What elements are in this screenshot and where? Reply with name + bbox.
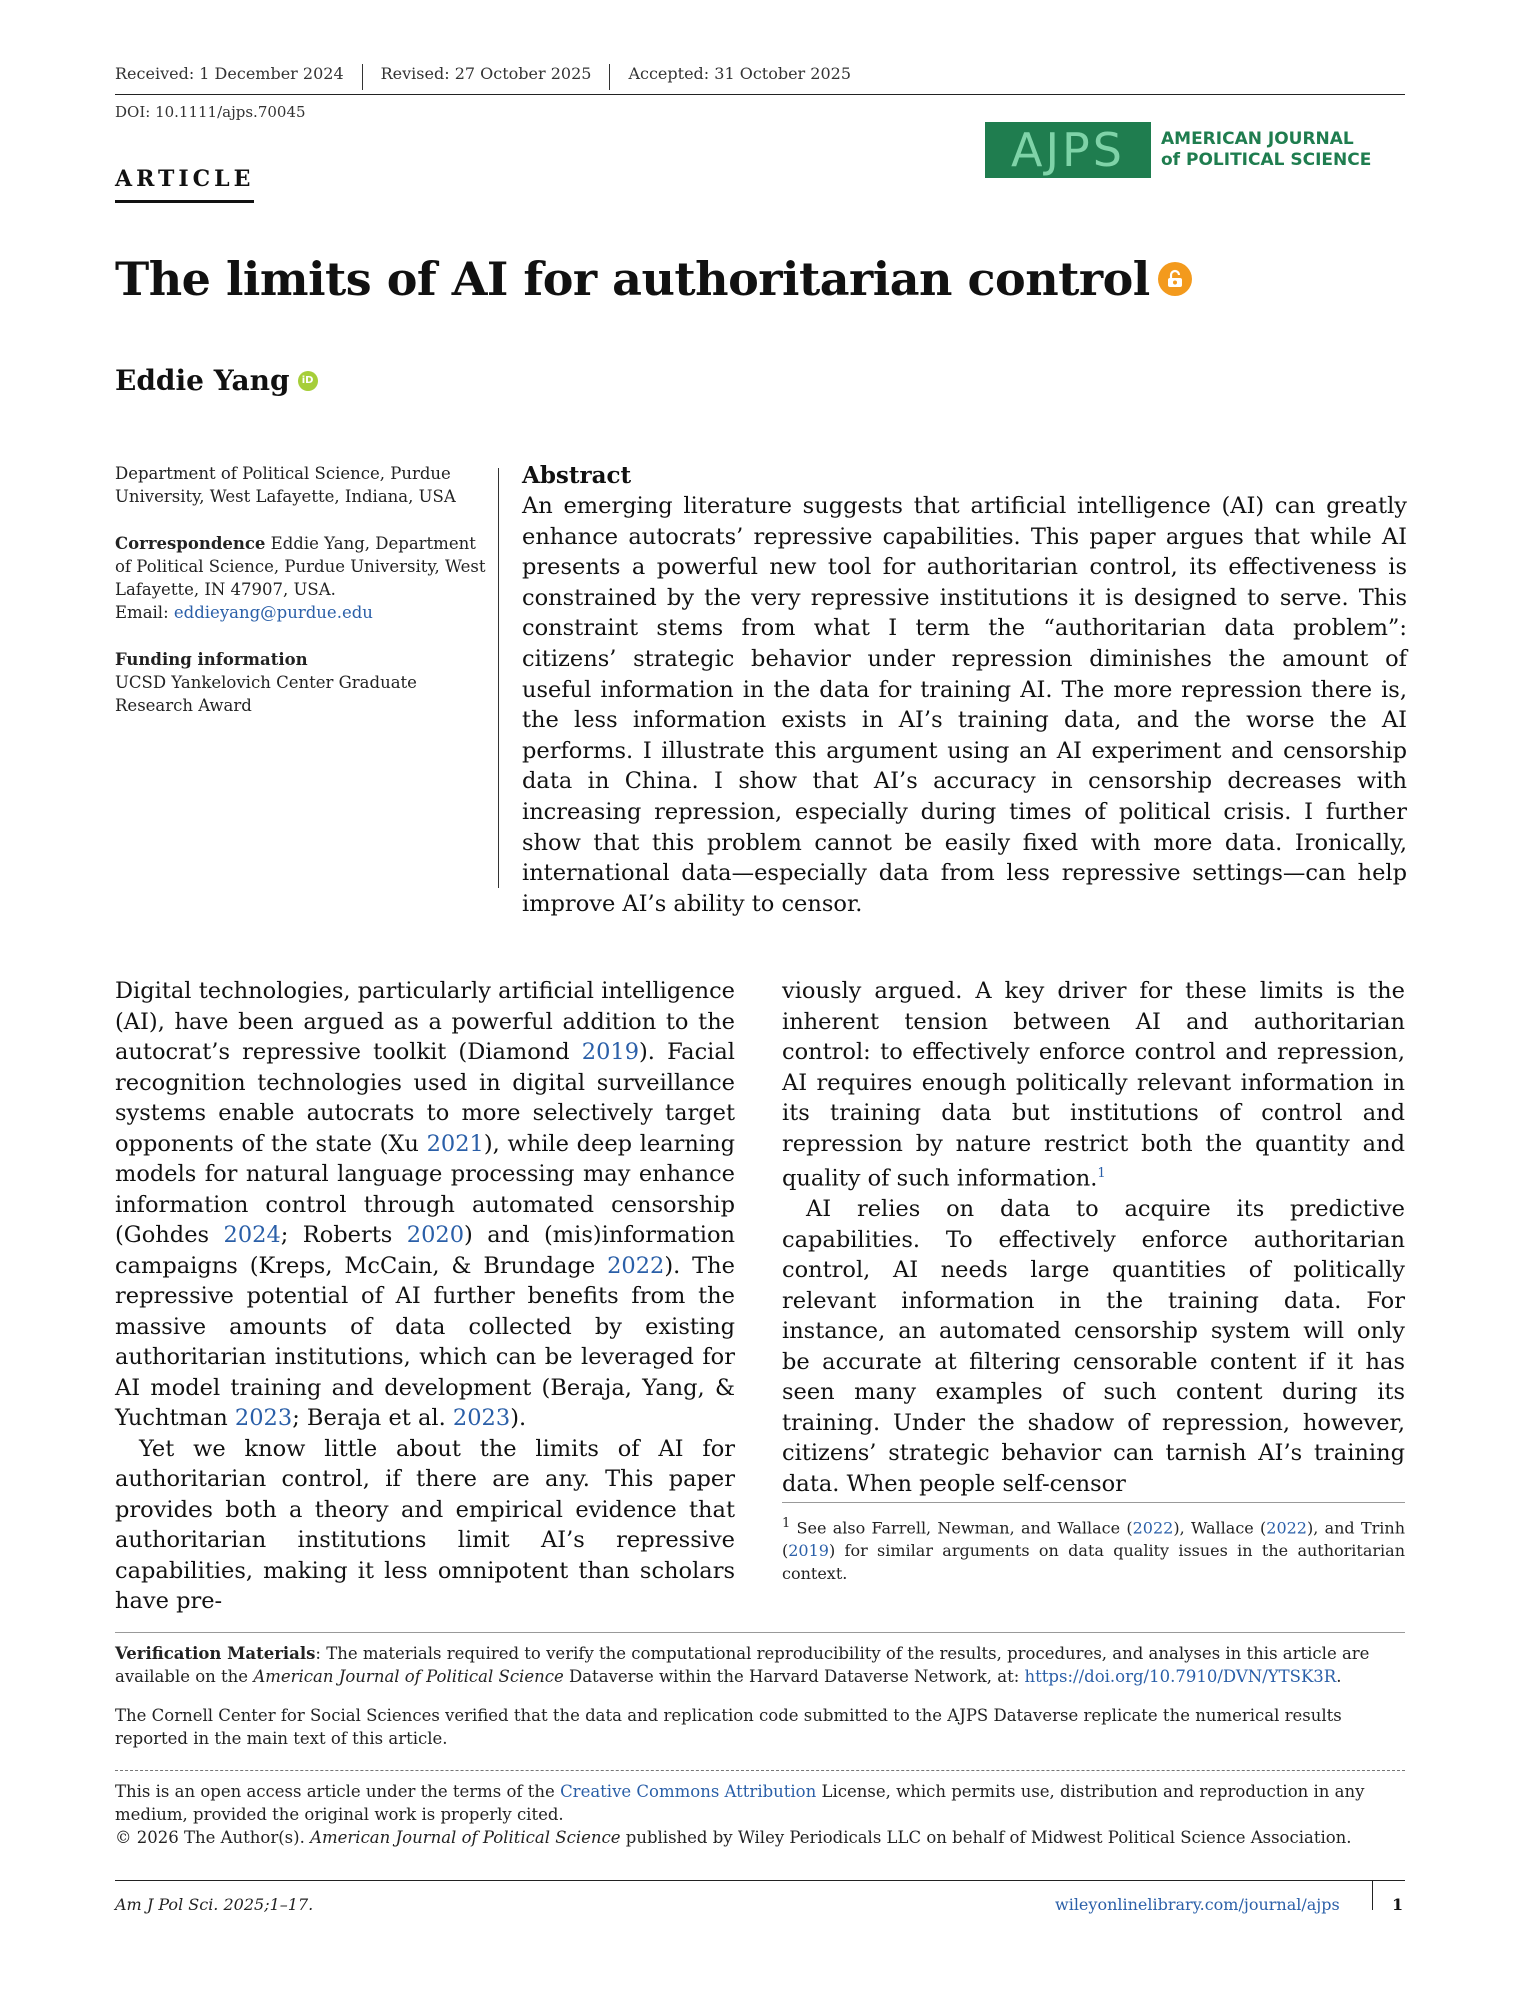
copyright: © 2026 The Author(s). American Journal of Political Science published by Wiley Periodicals LLC on behalf of Midwest Political Science Association. bbox=[115, 1828, 1352, 1847]
citation-link[interactable]: 2022 bbox=[607, 1252, 665, 1279]
publication-dates bbox=[115, 64, 1405, 95]
article-type-label: ARTICLE bbox=[115, 166, 254, 203]
logo-line-1: AMERICAN JOURNAL bbox=[1161, 129, 1354, 149]
citation-link[interactable]: 2020 bbox=[406, 1222, 465, 1248]
journal-name-logo bbox=[1161, 129, 1371, 171]
verification-section bbox=[115, 1642, 1405, 1766]
correspondence-label: Correspondence bbox=[115, 534, 266, 553]
body-paragraph-2-start: Yet we know little about the limits of AI for authoritarian control, if there are any. This paper provides both a theory and empirical evidence that authoritarian institutions limit AI’s repressive capabilities, making it less omnipotent than scholars have pre- bbox=[115, 1435, 735, 1614]
author-info-sidebar bbox=[115, 462, 487, 741]
article-title: The limits of AI for authoritarian control bbox=[115, 252, 1150, 306]
body-paragraph-2-end: viously argued. A key driver for these limits is the inherent tension between AI and authoritarian control: to effectively enforce control and repression, AI requires enough politically relevant information in its training data but institutions of control and repression by nature restrict both the quantity and quality of such information.$^1$ bbox=[782, 978, 1405, 1192]
citation-link[interactable]: 2023 bbox=[234, 1405, 293, 1431]
page-number-separator bbox=[1372, 1880, 1373, 1910]
footnote-divider bbox=[782, 1502, 1405, 1503]
email-label: Email: bbox=[115, 603, 174, 622]
license-text: This is an open access article under the terms of the Creative Commons Attribution License, which permits use, distribution and reproduction in any medium, provided the original work is properly cited. bbox=[115, 1782, 1365, 1824]
revised-date: Revised: 27 October 2025 bbox=[381, 64, 611, 90]
author-name: Eddie Yang bbox=[115, 364, 290, 397]
accepted-date: Accepted: 31 October 2025 bbox=[628, 64, 852, 83]
abstract bbox=[522, 462, 1407, 919]
author-row bbox=[115, 364, 318, 397]
citation-link[interactable]: 2021 bbox=[426, 1130, 484, 1157]
funding-text: UCSD Yankelovich Center Graduate Research Award bbox=[115, 673, 417, 715]
funding-label: Funding information bbox=[115, 650, 308, 669]
verification-divider bbox=[115, 1632, 1405, 1633]
funding bbox=[115, 648, 487, 717]
footnote-number: 1 bbox=[782, 1516, 791, 1531]
email-link[interactable]: eddieyang@purdue.edu bbox=[173, 603, 373, 622]
abstract-divider bbox=[498, 468, 499, 888]
verification-label: Verification Materials bbox=[115, 1644, 316, 1663]
dataverse-link[interactable]: https://doi.org/10.7910/DVN/YTSK3R bbox=[1024, 1667, 1337, 1686]
citation-link[interactable]: 2023 bbox=[452, 1405, 511, 1431]
doi[interactable]: DOI: 10.1111/ajps.70045 bbox=[115, 103, 306, 121]
cc-license-link[interactable]: Creative Commons Attribution bbox=[560, 1782, 817, 1801]
body-column-right bbox=[782, 976, 1405, 1499]
footnote: $^1$ See also Farrell, Newman, and Wallace (2022), Wallace (2022), and Trinh (2019) for similar arguments on data quality issues in the authoritarian context. bbox=[782, 1516, 1405, 1584]
footnote-marker[interactable]: 1 bbox=[1097, 1166, 1106, 1181]
abstract-text: An emerging literature suggests that artificial intelligence (AI) can greatly enhance autocrats’ repressive capabilities. This paper argues that while AI presents a powerful new tool for authoritarian control, its effectiveness is constrained by the very repressive institutions it is designed to serve. This constraint stems from what I term the “authoritarian data problem”: citizens’ strategic behavior under repression diminishes the amount of useful information in the data for training AI. The more repression there is, the less information exists in AI’s training data, and the worse the AI performs. I illustrate this argument using an AI experiment and censorship data in China. I show that AI’s accuracy in censorship decreases with increasing repression, especially during times of political crisis. I further show that this problem cannot be easily fixed with more data. Ironically, international data—especially data from less repressive settings—can help improve AI’s ability to censor. bbox=[522, 493, 1407, 917]
affiliation: Department of Political Science, Purdue University, West Lafayette, Indiana, USA bbox=[115, 464, 456, 506]
ajps-logo-mark: AJPS bbox=[985, 122, 1151, 178]
citation-link[interactable]: 2022 bbox=[1266, 1518, 1307, 1538]
correspondence-text: Eddie Yang, Department of Political Science, Purdue University, West Lafayette, IN 47907, USA. bbox=[115, 534, 486, 599]
orcid-icon[interactable]: iD bbox=[298, 371, 318, 391]
license-divider bbox=[115, 1770, 1405, 1771]
citation-link[interactable]: 2022 bbox=[1132, 1518, 1174, 1538]
journal-logo bbox=[985, 121, 1405, 179]
body-column-left bbox=[115, 976, 735, 1617]
page-number: 1 bbox=[1392, 1895, 1404, 1914]
citation-link[interactable]: 2024 bbox=[223, 1222, 281, 1248]
body-paragraph-3: AI relies on data to acquire its predictive capabilities. To effectively enforce authoritarian control, AI needs large quantities of politically relevant information in the training data. For instance, an automated censorship system will only be accurate at filtering censorable content if it has seen many examples of such content during its training. Under the shadow of repression, however, citizens’ strategic behavior can tarnish AI’s training data. When people self-censor bbox=[782, 1196, 1405, 1497]
license-section bbox=[115, 1780, 1405, 1849]
verification-materials: Verification Materials: The materials required to verify the computational reproducibility of the results, procedures, and analyses in this article are available on the American Journal of Political Science Dataverse within the Harvard Dataverse Network, at: https://doi.org/10.7910/DVN/YTSK3R. bbox=[115, 1644, 1370, 1686]
journal-citation: Am J Pol Sci. 2025;1–17. bbox=[115, 1895, 314, 1914]
journal-url-link[interactable]: wileyonlinelibrary.com/journal/ajps bbox=[1055, 1895, 1340, 1914]
citation-link[interactable]: 2019 bbox=[581, 1039, 640, 1065]
logo-line-2: of POLITICAL SCIENCE bbox=[1161, 150, 1372, 170]
body-paragraph-1: Digital technologies, particularly artificial intelligence (AI), have been argued as a powerful addition to the autocrat’s repressive toolkit (Diamond 2019). Facial recognition technologies used in digital surveillance systems enable autocrats to more selectively target opponents of the state (Xu 2021), while deep learning models for natural language processing may enhance information control through automated censorship (Gohdes 2024; Roberts 2020) and (mis)information campaigns (Kreps, McCain, & Brundage 2022). The repressive potential of AI further benefits from the massive amounts of data collected by existing authoritarian institutions, which can be leveraged for AI model training and development (Beraja, Yang, & Yuchtman 2023; Beraja et al. 2023). bbox=[115, 978, 736, 1431]
cornell-verification: The Cornell Center for Social Sciences verified that the data and replication code submitted to the AJPS Dataverse replicate the numerical results reported in the main text of this article. bbox=[115, 1706, 1342, 1748]
abstract-heading: Abstract bbox=[522, 462, 632, 489]
citation-link[interactable]: 2019 bbox=[788, 1541, 829, 1561]
received-date: Received: 1 December 2024 bbox=[115, 64, 363, 90]
footer-divider bbox=[115, 1880, 1405, 1881]
open-access-icon[interactable] bbox=[1158, 262, 1192, 296]
article-title-row bbox=[115, 252, 1192, 306]
correspondence bbox=[115, 532, 487, 624]
